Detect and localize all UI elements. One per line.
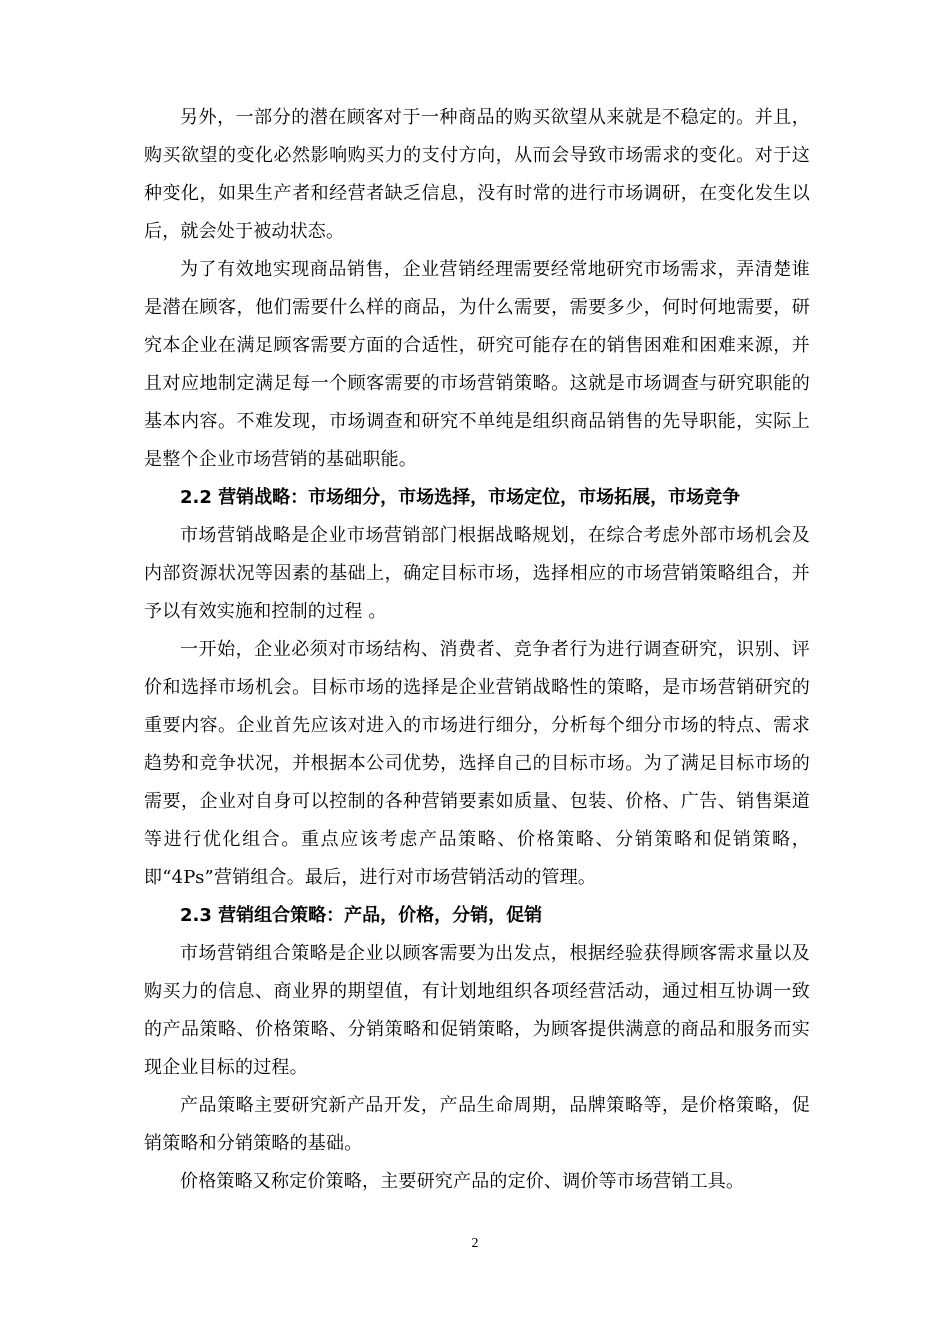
paragraph-marketing-mix-definition: 市场营销组合策略是企业以顾客需要为出发点，根据经验获得顾客需求量以及购买力的信息、商业界的期望值，有计划地组织各项经营活动，通过相互协调一致的产品策略、价格策略、分销策略和促销策略，为顾客提供满意的商品和服务而实现企业目标的过程。 [144,943,810,1078]
paragraph-market-research: 为了有效地实现商品销售，企业营销经理需要经常地研究市场需求，弄清楚谁是潜在顾客，他们需要什么样的商品，为什么需要，需要多少，何时何地需要，研究本企业在满足顾客需要方面的合适性，研究可能存在的销售困难和困难来源，并且对应地制定满足每一个顾客需要的市场营销策略。这就是市场调查与研究职能的基本内容。不难发现，市场调查和研究不单纯是组织商品销售的先导职能，实际上是整个企业市场营销的基础职能。 [144,259,810,470]
document-body [144,99,810,1201]
section-heading-2-2: 2.2 营销战略：市场细分，市场选择，市场定位，市场拓展，市场竞争 [180,487,741,508]
paragraph-product-strategy: 产品策略主要研究新产品开发，产品生命周期，品牌策略等，是价格策略，促销策略和分销策略的基础。 [144,1095,810,1154]
page-number: 2 [471,1236,479,1251]
paragraph-unstable-demand: 另外，一部分的潜在顾客对于一种商品的购买欲望从来就是不稳定的。并且，购买欲望的变化必然影响购买力的支付方向，从而会导致市场需求的变化。对于这种变化，如果生产者和经营者缺乏信息，没有时常的进行市场调研，在变化发生以后，就会处于被动状态。 [144,107,810,242]
section-heading-2-3: 2.3 营销组合策略：产品，价格，分销，促销 [180,905,543,926]
paragraph-price-strategy: 价格策略又称定价策略，主要研究产品的定价、调价等市场营销工具。 [180,1171,745,1192]
paragraph-marketing-strategy-definition: 市场营销战略是企业市场营销部门根据战略规划，在综合考虑外部市场机会及内部资源状况等因素的基础上，确定目标市场，选择相应的市场营销策略组合，并予以有效实施和控制的过程 。 [144,525,810,622]
paragraph-target-market: 一开始，企业必须对市场结构、消费者、竞争者行为进行调查研究，识别、评价和选择市场机会。目标市场的选择是企业营销战略性的策略，是市场营销研究的重要内容。企业首先应该对进入的市场进行细分，分析每个细分市场的特点、需求趋势和竞争状况，并根据本公司优势，选择自己的目标市场。为了满足目标市场的需要，企业对自身可以控制的各种营销要素如质量、包装、价格、广告、销售渠道等进行优化组合。重点应该考虑产品策略、价格策略、分销策略和促销策略，即“4Ps”营销组合。最后，进行对市场营销活动的管理。 [144,639,810,888]
